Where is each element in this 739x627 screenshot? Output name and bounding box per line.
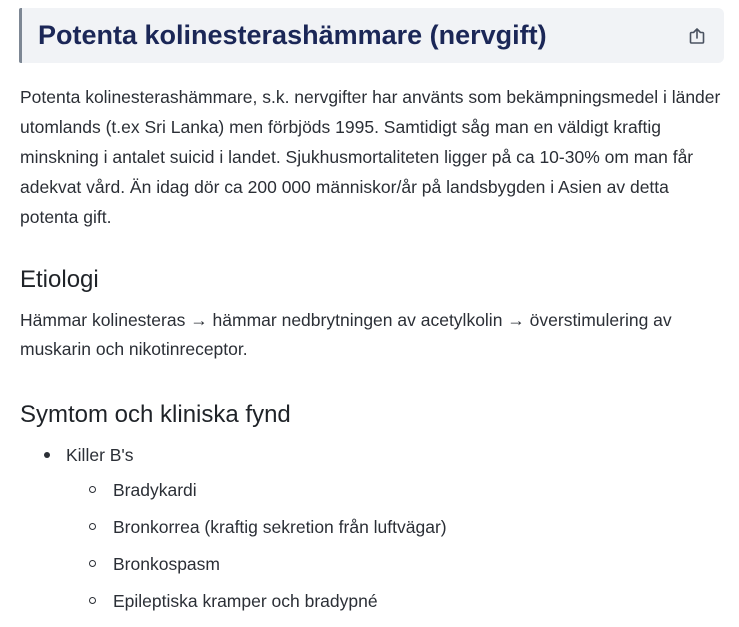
symtom-heading: Symtom och kliniska fynd bbox=[20, 401, 291, 428]
circle-bullet-icon bbox=[89, 523, 96, 530]
list-item bbox=[0, 440, 739, 616]
sub-list-item-label: Epileptiska kramper och bradypné bbox=[113, 591, 378, 611]
etiologi-paragraph: Hämmar kolinesteras → hämmar nedbrytningen av acetylkolin → överstimulering av muskarin och nikotinreceptor. bbox=[20, 310, 672, 359]
sub-list-item bbox=[0, 512, 739, 542]
symptom-list bbox=[0, 440, 739, 623]
sub-list bbox=[0, 475, 739, 616]
bullet-icon bbox=[44, 452, 50, 458]
title-banner bbox=[19, 8, 724, 63]
circle-bullet-icon bbox=[89, 560, 96, 567]
sub-list-item bbox=[0, 549, 739, 579]
share-icon bbox=[688, 27, 706, 45]
circle-bullet-icon bbox=[89, 597, 96, 604]
list-item-label: Killer B's bbox=[66, 445, 134, 465]
share-button[interactable] bbox=[686, 25, 708, 47]
etiologi-heading: Etiologi bbox=[20, 266, 99, 293]
circle-bullet-icon bbox=[89, 486, 96, 493]
page-title: Potenta kolinesterashämmare (nervgift) bbox=[38, 20, 547, 50]
sub-list-item bbox=[0, 475, 739, 505]
sub-list-item-label: Bronkorrea (kraftig sekretion från luftvägar) bbox=[113, 517, 447, 537]
sub-list-item bbox=[0, 586, 739, 616]
sub-list-item-label: Bronkospasm bbox=[113, 554, 220, 574]
intro-paragraph: Potenta kolinesterashämmare, s.k. nervgifter har använts som bekämpningsmedel i länder utomlands (t.ex Sri Lanka) men förbjöds 1995. Samtidigt såg man en väldigt kraftig minskning i antalet suicid i landet. Sjukhusmortaliteten ligger på ca 10-30% om man får adekvat vård. Än idag dör ca 200 000 människor/år på landsbygden i Asien av detta potenta gift. bbox=[20, 87, 721, 227]
sub-list-item-label: Bradykardi bbox=[113, 480, 197, 500]
